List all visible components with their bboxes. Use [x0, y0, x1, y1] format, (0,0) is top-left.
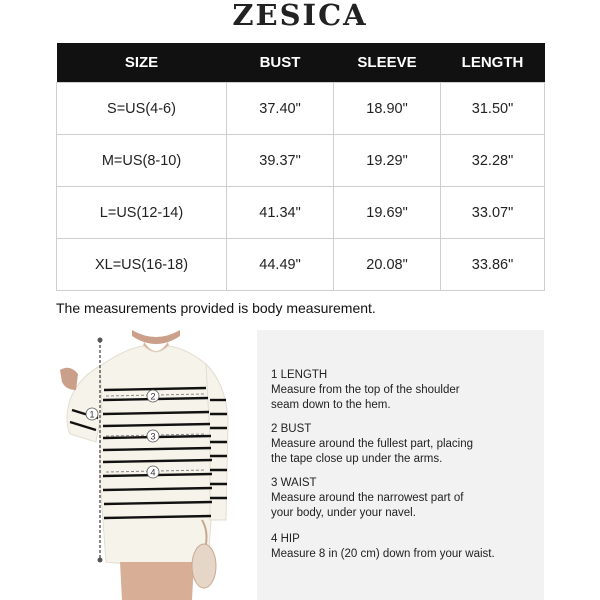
table-header-row	[57, 43, 545, 83]
step-waist	[271, 476, 463, 521]
measuring-guide-panel	[257, 330, 544, 600]
step-text: your body, under your navel.	[271, 507, 416, 519]
cell-bust: 41.34"	[227, 187, 334, 239]
marker-4	[147, 466, 159, 478]
step-text: Measure 8 in (20 cm) down from your waist.	[271, 548, 495, 560]
cell-sleeve: 20.08"	[334, 239, 441, 291]
svg-text:2: 2	[150, 391, 156, 402]
table-row	[57, 83, 545, 135]
cell-size: M=US(8-10)	[57, 135, 227, 187]
brand-logo: ZESICA	[232, 0, 368, 32]
marker-2	[147, 390, 159, 402]
header-sleeve: SLEEVE	[334, 43, 441, 83]
header-size: SIZE	[57, 43, 227, 83]
cell-length: 33.86"	[441, 239, 545, 291]
step-text: Measure around the narrowest part of	[271, 492, 464, 504]
step-text: Measure around the fullest part, placing	[271, 438, 474, 450]
step-title: 1 LENGTH	[271, 369, 328, 381]
table-row	[57, 135, 545, 187]
cell-sleeve: 19.29"	[334, 135, 441, 187]
step-text: the tape close up under the arms.	[271, 453, 443, 465]
header-length: LENGTH	[441, 43, 545, 83]
cell-sleeve: 19.69"	[334, 187, 441, 239]
cell-length: 33.07"	[441, 187, 545, 239]
cell-length: 32.28"	[441, 135, 545, 187]
measurement-note: The measurements provided is body measurement.	[56, 300, 376, 316]
step-title: 2 BUST	[271, 423, 312, 435]
size-chart-table	[56, 43, 545, 291]
figure-face	[132, 330, 180, 344]
step-title: 4 HIP	[271, 533, 300, 545]
step-hip	[271, 532, 495, 562]
cell-sleeve: 18.90"	[334, 83, 441, 135]
cell-bust: 37.40"	[227, 83, 334, 135]
step-length	[271, 368, 460, 413]
marker-1	[86, 408, 98, 420]
cell-length: 31.50"	[441, 83, 545, 135]
sweater-dress-illustration	[56, 330, 246, 600]
figure-hand	[60, 368, 78, 390]
step-title: 3 WAIST	[271, 477, 317, 489]
svg-text:4: 4	[150, 467, 156, 478]
step-text: Measure from the top of the shoulder	[271, 384, 460, 396]
cell-size: XL=US(16-18)	[57, 239, 227, 291]
step-text: seam down to the hem.	[271, 399, 391, 411]
cell-bust: 44.49"	[227, 239, 334, 291]
figure-legs	[120, 562, 194, 600]
sweater-body	[100, 346, 214, 565]
table-row	[57, 239, 545, 291]
cell-size: L=US(12-14)	[57, 187, 227, 239]
svg-text:1: 1	[89, 409, 95, 420]
cell-bust: 39.37"	[227, 135, 334, 187]
svg-text:3: 3	[150, 431, 156, 442]
step-bust	[271, 422, 473, 467]
marker-3	[147, 430, 159, 442]
table-row	[57, 187, 545, 239]
cell-size: S=US(4-6)	[57, 83, 227, 135]
header-bust: BUST	[227, 43, 334, 83]
